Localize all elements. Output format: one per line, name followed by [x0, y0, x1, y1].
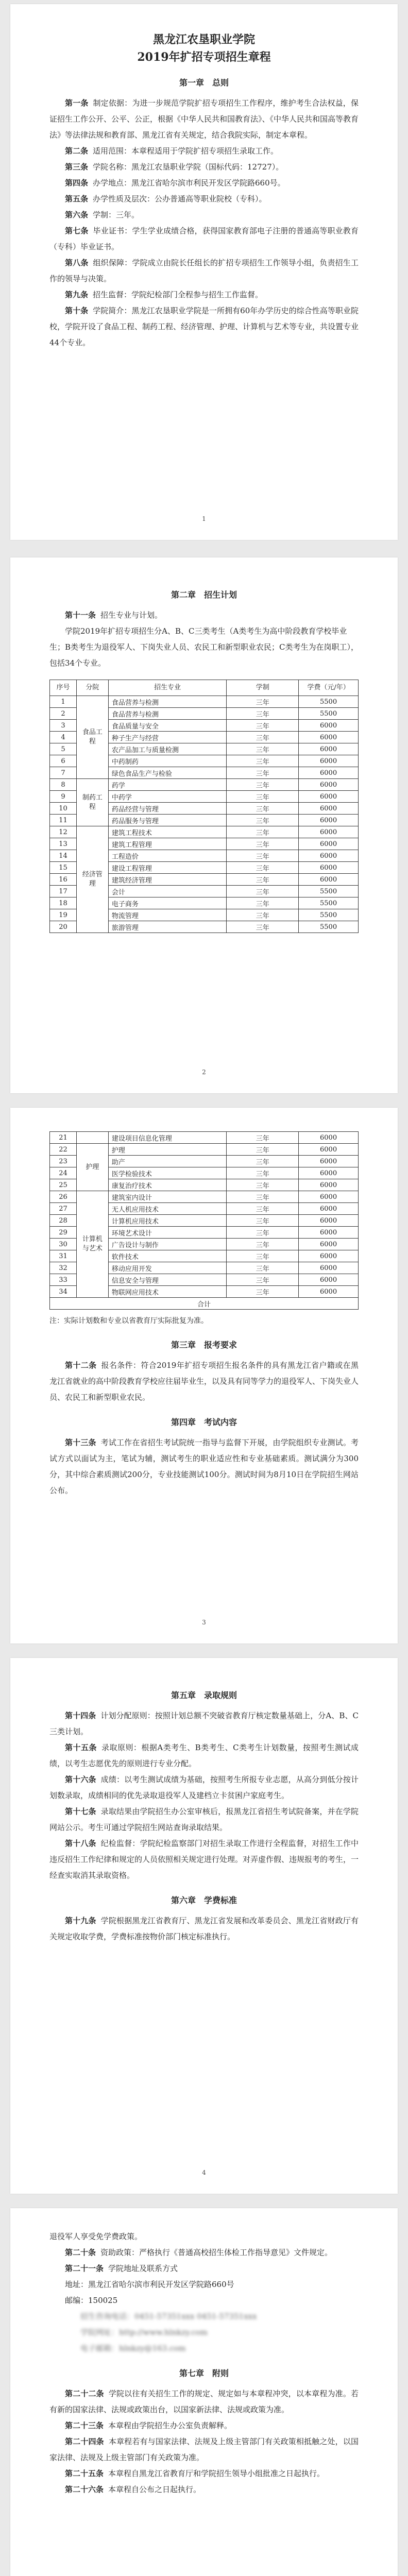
cell-no: 15: [50, 862, 77, 874]
page-number: 1: [202, 515, 206, 522]
page-number: 3: [202, 1619, 206, 1626]
cell-fee: 6000: [299, 1286, 359, 1298]
cell-major: 中药制药: [108, 755, 227, 767]
cell-fee: 6000: [299, 838, 359, 850]
paragraph-ch7-1: [49, 2418, 359, 2434]
document-page-3: [10, 1108, 398, 1643]
cell-fee: 5500: [299, 897, 359, 909]
cell-major: 工程造价: [108, 850, 227, 862]
paragraph-ch7-0: [49, 2386, 359, 2418]
chapter-heading-7: 第七章 附则: [179, 2368, 229, 2378]
cell-no: 12: [50, 826, 77, 838]
cell-no: 4: [50, 732, 77, 743]
cell-fee: 6000: [299, 815, 359, 826]
table-header-row: [50, 680, 359, 696]
cell-years: 三年: [227, 1262, 299, 1274]
paragraph-article-21: [49, 2261, 359, 2277]
page-number: 4: [202, 2169, 206, 2176]
cell-major: 会计: [108, 886, 227, 897]
header-years: 学制: [227, 680, 299, 696]
article-text: 办学地点：黑龙江省哈尔滨市利民开发区学院路660号。: [93, 178, 285, 188]
document-page-4: [10, 1658, 398, 2194]
article-number: 第十二条: [65, 1361, 97, 1370]
cell-fee: 6000: [299, 1191, 359, 1203]
cell-years: 三年: [227, 696, 299, 708]
document-title-line2: 2019年扩招专项招生章程: [137, 50, 271, 64]
article-number: 第二十四条: [65, 2437, 104, 2446]
cell-fee: 6000: [299, 826, 359, 838]
chapter-heading-5: 第五章 录取规则: [171, 1690, 237, 1700]
cell-fee: 6000: [299, 1274, 359, 1286]
cell-major: 食品营养与检测: [108, 696, 227, 708]
cell-major: 助产: [108, 1156, 227, 1167]
cell-fee: 5500: [299, 909, 359, 921]
article-text: 制定依据：为进一步规范学院扩招专项招生工作程序，维护考生合法权益，保证招生工作公开、公平、公正，根据《中华人民共和国教育法》、《中华人民共和国高等教育法》等法律法规和教育部、黑龙江省有关规定，结合我院实际，制定本章程。: [49, 98, 359, 140]
cell-fee: 6000: [299, 1239, 359, 1250]
cell-fee: 6000: [299, 862, 359, 874]
article-number: 第十八条: [65, 1839, 96, 1848]
article-text: 招生专业与计划。: [100, 611, 163, 620]
paragraph-ch1-7: [49, 255, 359, 287]
cell-major: 药品经营与管理: [108, 803, 227, 815]
cell-years: 三年: [227, 1144, 299, 1156]
article-text: 本章程由学院招生办公室负责解释。: [108, 2421, 232, 2430]
document-page-5: [10, 2208, 398, 2576]
cell-major: 计算机应用技术: [108, 1215, 227, 1227]
article-number: 第二十二条: [65, 2389, 104, 2398]
cell-no: 3: [50, 720, 77, 732]
article-text: 本章程自黑龙江省教育厅和学院招生领导小组批准之日起执行。: [108, 2469, 325, 2478]
paragraph-article-13: [49, 1435, 359, 1499]
cell-fee: 5500: [299, 886, 359, 897]
cell-fee: 6000: [299, 755, 359, 767]
article-number: 第十一条: [65, 611, 96, 620]
article-text: 学制：三年。: [93, 210, 140, 219]
cell-major: 药学: [108, 779, 227, 791]
cell-group: 计算机与艺术: [76, 1191, 108, 1298]
cell-no: 2: [50, 708, 77, 720]
cell-fee: 5500: [299, 696, 359, 708]
table-note: 注：实际计划数和专业以省教育厅实际批复为准。: [49, 1317, 208, 1325]
cell-major: 电子商务: [108, 897, 227, 909]
table-row: [50, 1132, 359, 1144]
cell-years: 三年: [227, 1156, 299, 1167]
cell-fee: 6000: [299, 791, 359, 803]
cell-fee: 6000: [299, 1156, 359, 1167]
cell-years: 三年: [227, 1239, 299, 1250]
cell-no: 18: [50, 897, 77, 909]
cell-no: 31: [50, 1250, 77, 1262]
paragraph-ch1-4: [49, 191, 359, 207]
chapter-5-body: [49, 1708, 359, 1884]
cell-no: 20: [50, 921, 77, 933]
cell-years: 三年: [227, 1132, 299, 1144]
article-text: 资助政策：严格执行《普通高校招生体检工作指导意见》文件规定。: [100, 2248, 333, 2257]
cell-major: 农产品加工与质量检测: [108, 743, 227, 755]
cell-years: 三年: [227, 767, 299, 779]
cell-fee: 6000: [299, 1179, 359, 1191]
paragraph-ch5-3: [49, 1804, 359, 1836]
cell-no: 17: [50, 886, 77, 897]
paragraph-ch5-2: [49, 1772, 359, 1804]
paragraph-ch1-6: [49, 223, 359, 255]
cell-years: 三年: [227, 1250, 299, 1262]
article-number: 第二十一条: [65, 2264, 104, 2273]
article-text: 考试工作在省招生考试院统一指导与监督下开展，由学院组织专业测试。考试方式以面试为主，笔试为辅，测试考生的职业适应性和专业基础素质。测试满分为300分，其中综合素质测试200分，专业技能测试100分。测试时间为8月10日在学院招生网站公布。: [49, 1438, 359, 1495]
header-fee: 学费（元/年）: [299, 680, 359, 696]
article-number: 第十六条: [65, 1775, 96, 1784]
cell-major: 物联网应用技术: [108, 1286, 227, 1298]
cell-no: 1: [50, 696, 77, 708]
cell-group: 经济管理: [76, 826, 108, 933]
cell-no: 30: [50, 1239, 77, 1250]
article-text: 学院名称：黑龙江农垦职业学院（国标代码：12727）。: [93, 162, 284, 172]
cell-no: 23: [50, 1156, 77, 1167]
cell-group: 护理: [76, 1144, 108, 1191]
cell-group: 制药工程: [76, 779, 108, 826]
contact-website-blurred: 学院网址：http://www.hlnkzy.com: [80, 2328, 208, 2337]
cell-years: 三年: [227, 862, 299, 874]
paragraph-ch7-3: [49, 2466, 359, 2482]
cell-fee: 6000: [299, 1132, 359, 1144]
cell-major: 食品营养与检测: [108, 708, 227, 720]
chapter-heading-3: 第三章 报考要求: [171, 1340, 237, 1350]
cell-no: 27: [50, 1203, 77, 1215]
chapter-7-body: [49, 2386, 359, 2498]
paragraph-article-19: [49, 1913, 359, 1945]
cell-no: 19: [50, 909, 77, 921]
cell-fee: 6000: [299, 874, 359, 886]
article-text: 学院地址及联系方式: [108, 2264, 178, 2273]
cell-no: 8: [50, 779, 77, 791]
article-text: 纪检监督：学院纪检监察部门对招生录取工作进行全程监督，对招生工作中违反招生工作纪律和规定的人员依照相关规定进行处理。对弄虚作假、违规报考的考生，一经查实取消其录取资格。: [49, 1839, 359, 1880]
cell-fee: 6000: [299, 779, 359, 791]
cell-no: 24: [50, 1167, 77, 1179]
paragraph-ch1-3: [49, 175, 359, 191]
article-text: 成绩：以考生测试成绩为基础，按照考生所报专业志愿，从高分到低分按计划数录取，成绩相同的优先录取退役军人及建档立卡贫困户家庭考生。: [49, 1775, 359, 1800]
paragraph-ch1-2: [49, 159, 359, 175]
cell-major: 康复治疗技术: [108, 1179, 227, 1191]
paragraph-ch1-0: [49, 95, 359, 143]
cell-no: 10: [50, 803, 77, 815]
document-page-2: [10, 557, 398, 1093]
article-number: 第二十三条: [65, 2421, 104, 2430]
article-number: 第二十六条: [65, 2485, 104, 2494]
header-major: 招生专业: [108, 680, 227, 696]
cell-fee: 6000: [299, 1262, 359, 1274]
article-number: 第二十条: [65, 2248, 96, 2257]
paragraph-article-11: [49, 607, 359, 623]
document-page-1: [10, 4, 398, 540]
cell-major: 建筑室内设计: [108, 1191, 227, 1203]
cell-no: 32: [50, 1262, 77, 1274]
cell-major: 移动应用开发: [108, 1262, 227, 1274]
cell-fee: 6000: [299, 1167, 359, 1179]
majors-table-part-1: [49, 680, 359, 933]
cell-fee: 6000: [299, 720, 359, 732]
document-title-line1: 黑龙江农垦职业学院: [152, 33, 255, 46]
cell-no: 22: [50, 1144, 77, 1156]
article-number: 第二条: [65, 146, 89, 156]
cell-fee: 6000: [299, 767, 359, 779]
contact-postcode: 邮编：150025: [65, 2296, 118, 2305]
cell-no: 9: [50, 791, 77, 803]
cell-major: 绿色食品生产与检验: [108, 767, 227, 779]
chapter-1-body: [49, 95, 359, 351]
cell-years: 三年: [227, 791, 299, 803]
paragraph-ch7-4: [49, 2482, 359, 2498]
majors-table-part-2: [49, 1131, 359, 1310]
cell-major: 信息安全与管理: [108, 1274, 227, 1286]
cell-years: 三年: [227, 755, 299, 767]
cell-years: 三年: [227, 732, 299, 743]
article-text: 学院简介：黑龙江农垦职业学院是一所拥有60年办学历史的综合性高等职业院校，学院开设了食品工程、制药工程、经济管理、护理、计算机与艺术等专业，共设置专业44个专业。: [49, 306, 359, 347]
cell-major: 环境艺术设计: [108, 1227, 227, 1239]
table-row: [50, 1191, 359, 1203]
cell-years: 三年: [227, 826, 299, 838]
article-text: 录取原则：根据A类考生、B类考生、C类考生计划数量，按照考生测试成绩，以考生志愿优先的原则进行专业分配。: [49, 1743, 359, 1768]
article-text: 计划分配原则：按照计划总额不突破省教育厅核定数量基础上，分A、B、C三类计划。: [49, 1711, 359, 1736]
page-number: 2: [202, 1069, 206, 1076]
article-text: 适用范围：本章程适用于学院扩招专项招生录取工作。: [93, 146, 279, 156]
article-number: 第三条: [65, 162, 89, 172]
paragraph-article-20: [49, 2245, 359, 2261]
cell-years: 三年: [227, 909, 299, 921]
paragraph-ch1-9: [49, 303, 359, 351]
cell-years: 三年: [227, 921, 299, 933]
article-number: 第十五条: [65, 1743, 97, 1752]
article-text: 招生监督：学院纪检部门全程参与招生工作监督。: [93, 290, 263, 299]
article-text: 录取结果由学院招生办公室审核后，报黑龙江省招生考试院备案，并在学院网站公示。考生可通过学院招生网站查询录取结果。: [49, 1807, 359, 1832]
paragraph-plan-intro: 学院2019年扩招专项招生分A、B、C三类考生（A类考生为高中阶段教育学校毕业生；B类考生为退役军人、下岗失业人员、农民工和新型职业农民；C类考生为在岗职工），包括34个专业。: [49, 626, 359, 668]
cell-fee: 6000: [299, 1203, 359, 1215]
cell-no: 33: [50, 1274, 77, 1286]
cell-group: [76, 1132, 108, 1144]
cell-major: 无人机应用技术: [108, 1203, 227, 1215]
cell-no: 21: [50, 1132, 77, 1144]
cell-fee: 6000: [299, 732, 359, 743]
cell-major: 软件技术: [108, 1250, 227, 1262]
article-number: 第七条: [65, 226, 89, 235]
article-number: 第五条: [65, 194, 89, 204]
cell-years: 三年: [227, 1286, 299, 1298]
cell-fee: 5500: [299, 921, 359, 933]
cell-total: 合计: [50, 1298, 359, 1310]
cell-years: 三年: [227, 838, 299, 850]
cell-years: 三年: [227, 897, 299, 909]
cell-fee: 6000: [299, 803, 359, 815]
cell-major: 中药学: [108, 791, 227, 803]
cell-no: 26: [50, 1191, 77, 1203]
cell-fee: 5500: [299, 708, 359, 720]
chapter-heading-6: 第六章 学费标准: [171, 1895, 237, 1905]
cell-major: 建筑工程管理: [108, 838, 227, 850]
article-number: 第十七条: [65, 1807, 96, 1816]
paragraph-continuation: 退役军人享受免学费政策。: [49, 2232, 143, 2241]
cell-no: 14: [50, 850, 77, 862]
contact-address: 地址：黑龙江省哈尔滨市利民开发区学院路660号: [65, 2280, 234, 2289]
paragraph-ch5-4: [49, 1836, 359, 1884]
cell-years: 三年: [227, 815, 299, 826]
header-no: 序号: [50, 680, 77, 696]
cell-major: 护理: [108, 1144, 227, 1156]
cell-fee: 6000: [299, 743, 359, 755]
article-number: 第四条: [65, 178, 89, 188]
article-text: 学院以往有关招生工作的规定、规定如与本章程冲突，以本章程为准。若有新的国家法律、法规或政策出台，以国家新法律、法规或政策为准。: [49, 2389, 359, 2414]
article-text: 组织保障：学院成立由院长任组长的扩招专项招生工作领导小组，负责招生工作的领导与决策。: [49, 258, 359, 283]
cell-fee: 6000: [299, 1144, 359, 1156]
cell-no: 29: [50, 1227, 77, 1239]
chapter-heading-2: 第二章 招生计划: [171, 590, 237, 600]
chapter-heading-4: 第四章 考试内容: [171, 1417, 237, 1427]
contact-email-blurred: 电子邮箱：hlnkzy@163.com: [80, 2344, 186, 2353]
table-total-row: [50, 1298, 359, 1310]
cell-major: 建筑工程技术: [108, 826, 227, 838]
table-row: [50, 779, 359, 791]
cell-fee: 6000: [299, 850, 359, 862]
cell-no: 11: [50, 815, 77, 826]
paragraph-ch1-8: [49, 287, 359, 303]
article-text: 毕业证书：学生学业成绩合格，获得国家教育部电子注册的普通高等职业教育（专科）毕业证书。: [49, 226, 359, 251]
article-number: 第一条: [65, 98, 89, 108]
cell-years: 三年: [227, 1203, 299, 1215]
article-number: 第十九条: [65, 1916, 96, 1925]
cell-no: 6: [50, 755, 77, 767]
cell-no: 7: [50, 767, 77, 779]
cell-years: 三年: [227, 1274, 299, 1286]
cell-fee: 6000: [299, 1215, 359, 1227]
article-text: 学院根据黑龙江省教育厅、黑龙江省发展和改革委员会、黑龙江省财政厅有关规定收取学费，学费标准按物价部门核定标准执行。: [49, 1916, 359, 1941]
article-number: 第十条: [65, 306, 89, 315]
article-text: 本章程若有与国家法律、法规及上级主管部门有关政策相抵触之处，以国家法律、法规及上级主管部门有关政策为准。: [49, 2437, 359, 2462]
cell-years: 三年: [227, 1215, 299, 1227]
paragraph-ch1-5: [49, 207, 359, 223]
cell-major: 广告设计与制作: [108, 1239, 227, 1250]
paragraph-ch5-1: [49, 1740, 359, 1772]
paragraph-article-12: [49, 1358, 359, 1405]
paragraph-ch5-0: [49, 1708, 359, 1740]
cell-years: 三年: [227, 874, 299, 886]
cell-major: 建设项目信息化管理: [108, 1132, 227, 1144]
cell-years: 三年: [227, 1227, 299, 1239]
article-number: 第十四条: [65, 1711, 96, 1720]
cell-years: 三年: [227, 850, 299, 862]
cell-fee: 6000: [299, 1250, 359, 1262]
cell-years: 三年: [227, 1179, 299, 1191]
chapter-heading-1: 第一章 总则: [179, 78, 229, 88]
header-group: 分院: [76, 680, 108, 696]
cell-major: 药品服务与管理: [108, 815, 227, 826]
cell-no: 16: [50, 874, 77, 886]
paragraph-ch1-1: [49, 143, 359, 159]
article-text: 办学性质及层次：公办普通高等职业院校（专科）。: [93, 194, 267, 204]
cell-years: 三年: [227, 1167, 299, 1179]
cell-years: 三年: [227, 886, 299, 897]
cell-no: 5: [50, 743, 77, 755]
cell-major: 旅游管理: [108, 921, 227, 933]
cell-major: 种子生产与经营: [108, 732, 227, 743]
table-row: [50, 696, 359, 708]
article-text: 本章程自公布之日起执行。: [108, 2485, 201, 2494]
article-text: 报名条件：符合2019年扩招专项招生报名条件的具有黑龙江省户籍或在黑龙江省就业的高中阶段教育学校应往届毕业生，以及具有同等学力的退役军人、下岗失业人员、农民工和新型职业农民。: [49, 1361, 359, 1402]
cell-years: 三年: [227, 1191, 299, 1203]
cell-major: 建筑经济管理: [108, 874, 227, 886]
cell-fee: 6000: [299, 1227, 359, 1239]
cell-years: 三年: [227, 720, 299, 732]
article-number: 第十三条: [65, 1438, 96, 1447]
cell-major: 医学检验技术: [108, 1167, 227, 1179]
paragraph-ch7-2: [49, 2434, 359, 2466]
cell-no: 25: [50, 1179, 77, 1191]
cell-no: 28: [50, 1215, 77, 1227]
cell-no: 13: [50, 838, 77, 850]
cell-years: 三年: [227, 743, 299, 755]
cell-years: 三年: [227, 803, 299, 815]
contact-phone-blurred: 招生咨询电话：0451-57351xxx 0451-57351xxx: [80, 2312, 257, 2321]
cell-group: 食品工程: [76, 696, 108, 779]
cell-years: 三年: [227, 779, 299, 791]
article-number: 第八条: [65, 258, 89, 267]
table-row: [50, 1144, 359, 1156]
cell-major: 建设工程管理: [108, 862, 227, 874]
cell-major: 物流管理: [108, 909, 227, 921]
article-number: 第六条: [65, 210, 89, 219]
article-number: 第二十五条: [65, 2469, 104, 2478]
article-number: 第九条: [65, 290, 89, 299]
cell-no: 34: [50, 1286, 77, 1298]
cell-years: 三年: [227, 708, 299, 720]
cell-major: 食品质量与安全: [108, 720, 227, 732]
table-row: [50, 826, 359, 838]
